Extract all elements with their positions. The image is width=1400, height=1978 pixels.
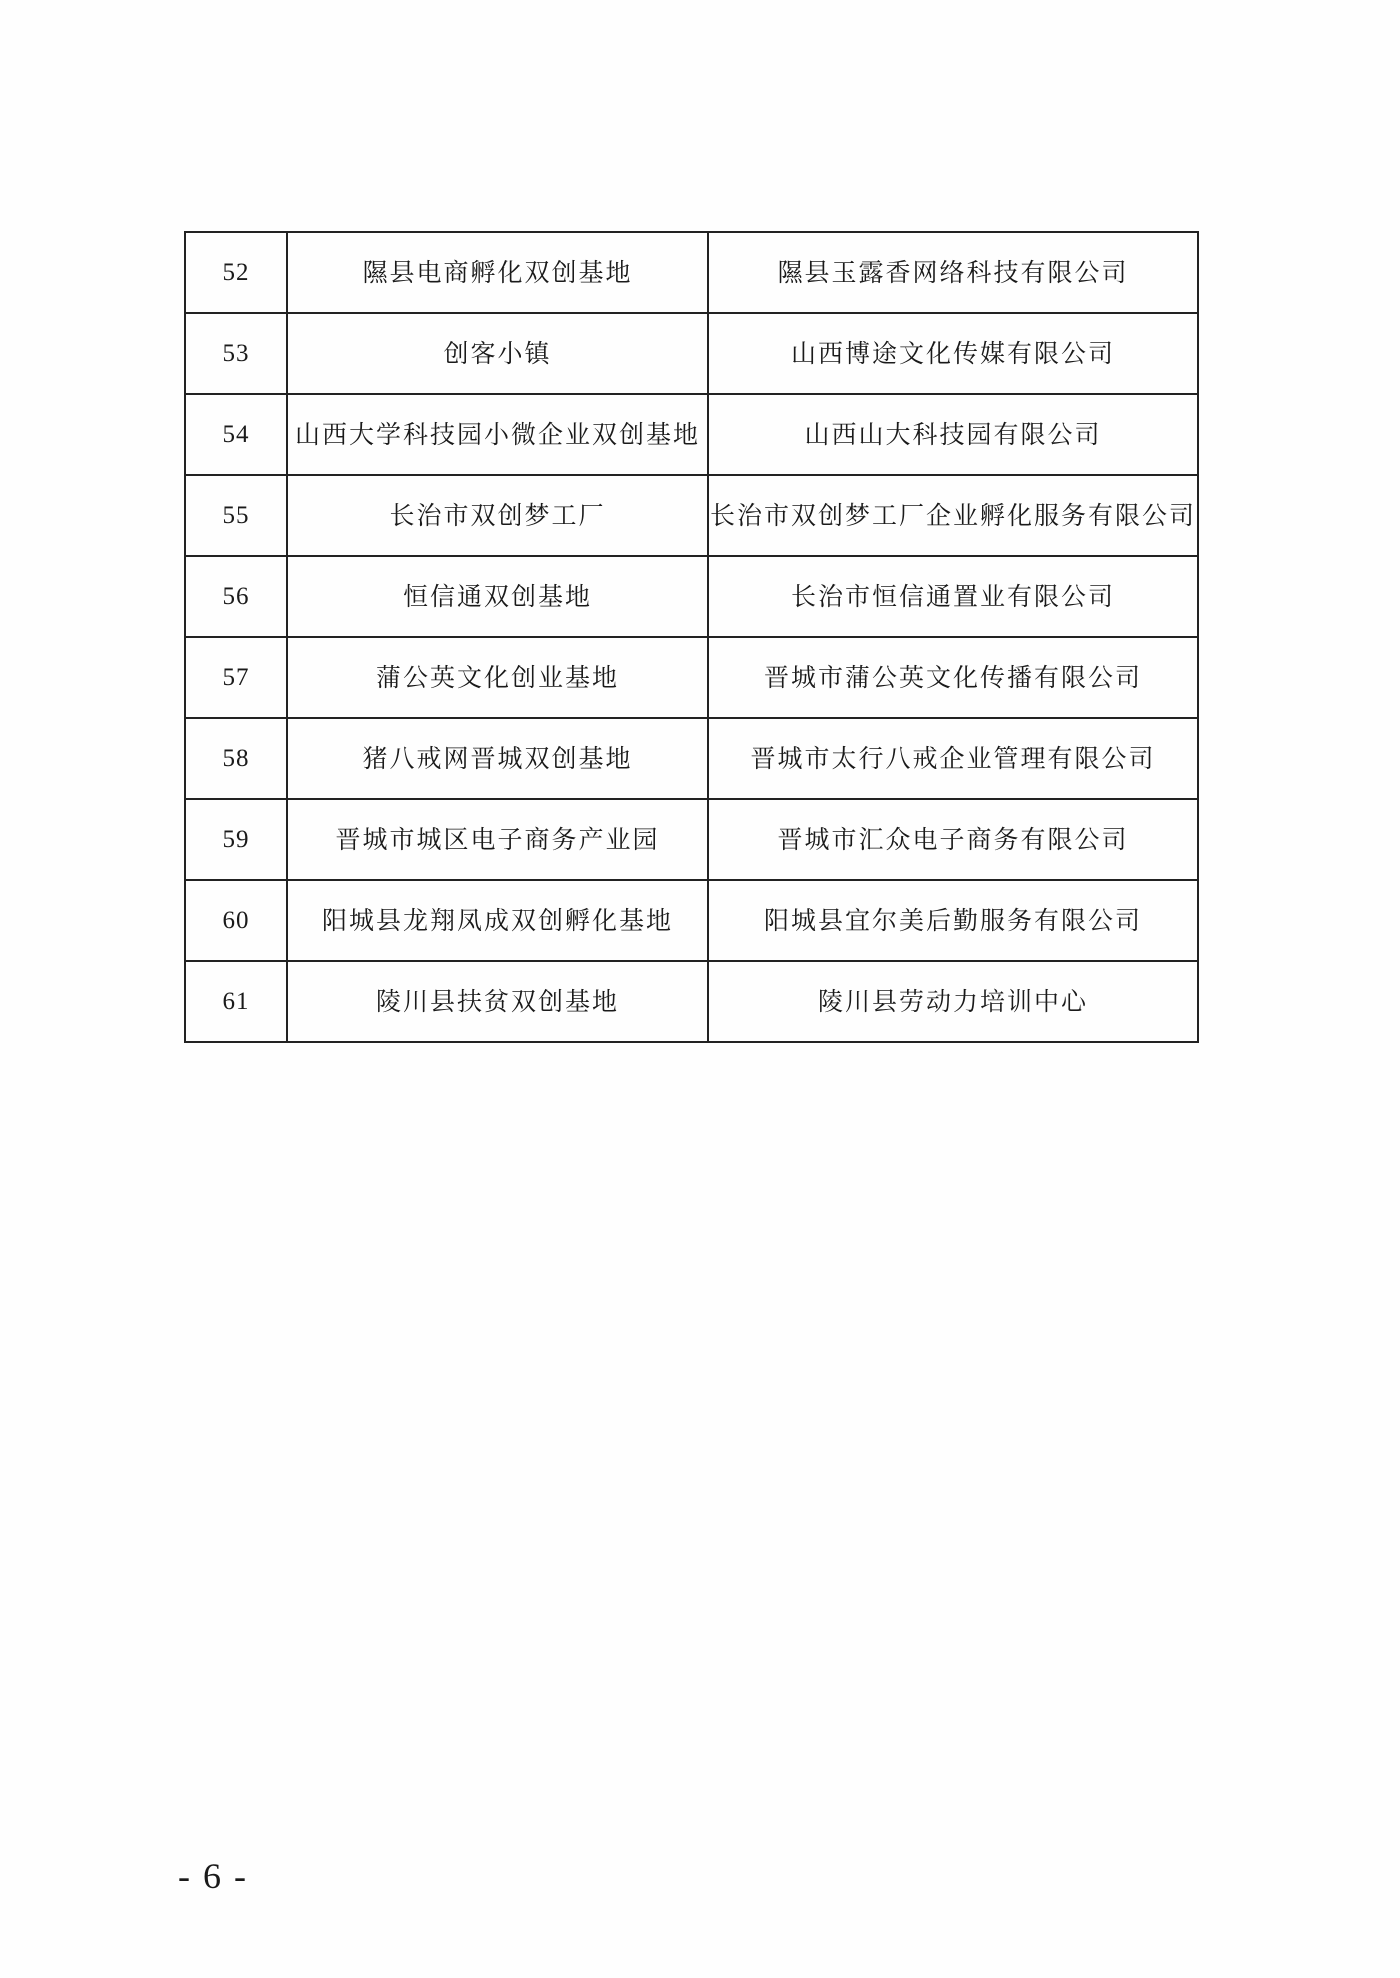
table-row — [185, 313, 1198, 394]
base-name: 长治市双创梦工厂 — [287, 475, 708, 556]
operating-organization: 晋城市太行八戒企业管理有限公司 — [708, 718, 1198, 799]
base-name: 恒信通双创基地 — [287, 556, 708, 637]
table-row — [185, 799, 1198, 880]
base-name: 创客小镇 — [287, 313, 708, 394]
row-number: 52 — [185, 232, 287, 313]
base-name: 晋城市城区电子商务产业园 — [287, 799, 708, 880]
row-number: 60 — [185, 880, 287, 961]
row-number: 61 — [185, 961, 287, 1042]
operating-organization: 长治市双创梦工厂企业孵化服务有限公司 — [708, 475, 1198, 556]
table-row — [185, 394, 1198, 475]
table-row — [185, 637, 1198, 718]
base-name: 隰县电商孵化双创基地 — [287, 232, 708, 313]
table-row — [185, 961, 1198, 1042]
operating-organization: 隰县玉露香网络科技有限公司 — [708, 232, 1198, 313]
base-name: 猪八戒网晋城双创基地 — [287, 718, 708, 799]
base-name: 蒲公英文化创业基地 — [287, 637, 708, 718]
base-name: 阳城县龙翔凤成双创孵化基地 — [287, 880, 708, 961]
operating-organization: 山西博途文化传媒有限公司 — [708, 313, 1198, 394]
operating-organization: 陵川县劳动力培训中心 — [708, 961, 1198, 1042]
table-row — [185, 556, 1198, 637]
operating-organization: 长治市恒信通置业有限公司 — [708, 556, 1198, 637]
page-number: - 6 - — [178, 1856, 248, 1896]
base-name: 山西大学科技园小微企业双创基地 — [287, 394, 708, 475]
table-row — [185, 232, 1198, 313]
row-number: 56 — [185, 556, 287, 637]
operating-organization: 晋城市汇众电子商务有限公司 — [708, 799, 1198, 880]
base-name: 陵川县扶贫双创基地 — [287, 961, 708, 1042]
operating-organization: 阳城县宜尔美后勤服务有限公司 — [708, 880, 1198, 961]
row-number: 59 — [185, 799, 287, 880]
table-row — [185, 475, 1198, 556]
operating-organization: 晋城市蒲公英文化传播有限公司 — [708, 637, 1198, 718]
row-number: 54 — [185, 394, 287, 475]
row-number: 55 — [185, 475, 287, 556]
base-listing-table — [184, 231, 1199, 1043]
row-number: 53 — [185, 313, 287, 394]
table-row — [185, 718, 1198, 799]
row-number: 57 — [185, 637, 287, 718]
table-row — [185, 880, 1198, 961]
operating-organization: 山西山大科技园有限公司 — [708, 394, 1198, 475]
row-number: 58 — [185, 718, 287, 799]
